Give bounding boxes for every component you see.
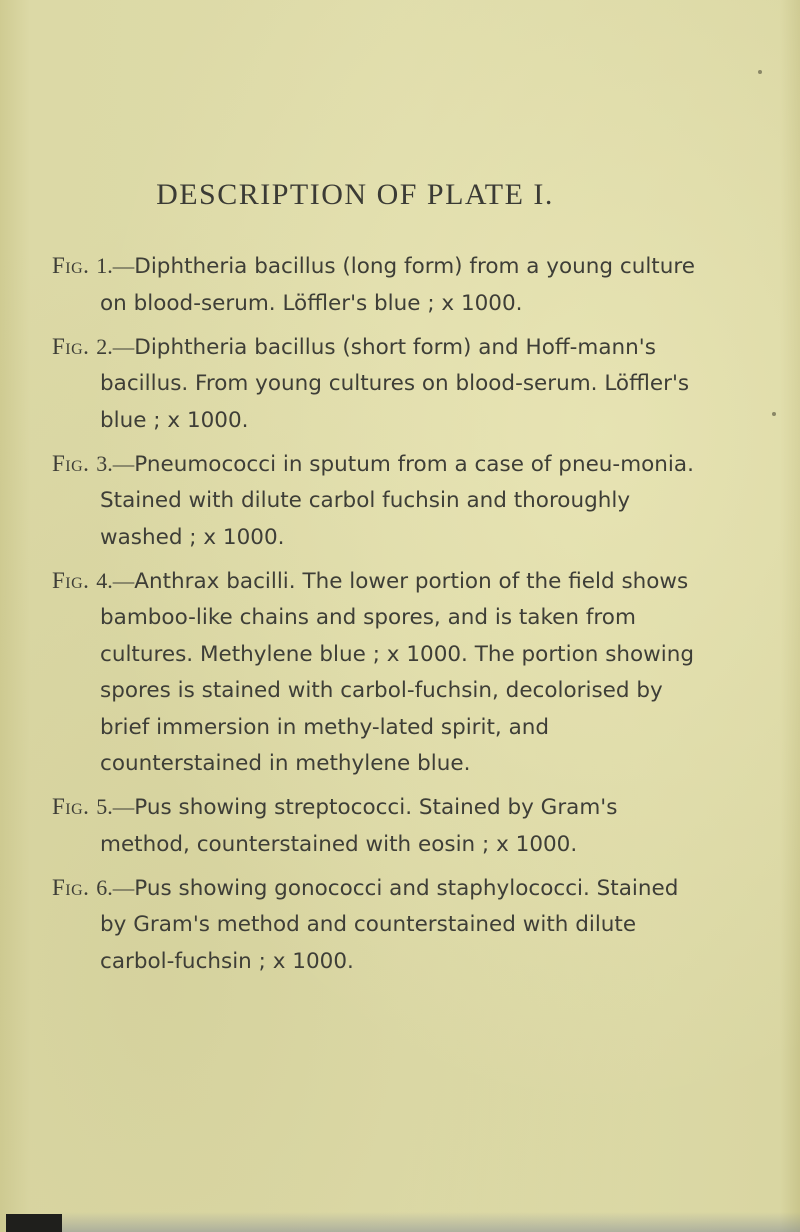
figure-label: Fig.	[52, 567, 90, 593]
figure-label: Fig.	[52, 450, 90, 476]
figure-dash: —	[112, 568, 135, 593]
plate-heading: DESCRIPTION OF PLATE I.	[156, 178, 554, 211]
figure-text: Pus showing gonococci and staphylococci. Stained by Gram's method and counterstained with dilute carbol-fuchsin ; x 1000.	[100, 875, 679, 974]
figure-dash: —	[112, 451, 135, 476]
figure-entry-3	[52, 446, 702, 557]
figure-number: 6.	[96, 874, 113, 900]
figure-dash: —	[112, 795, 135, 819]
figure-label: Fig.	[52, 333, 90, 359]
figure-label: Fig.	[52, 253, 90, 278]
figure-label: Fig.	[52, 874, 90, 900]
figure-number: 3.	[96, 450, 113, 476]
figure-number: 5.	[96, 794, 113, 819]
figure-text: Pus showing streptococci. Stained by Gram's method, counterstained with eosin ; x 1000.	[100, 795, 618, 857]
figure-dash: —	[112, 875, 135, 900]
figure-entry-1	[52, 248, 702, 322]
paper-speck	[758, 70, 762, 74]
figure-number: 2.	[96, 333, 113, 359]
scan-edge-mark	[6, 1214, 62, 1232]
figure-entry-4	[52, 563, 702, 783]
figure-dash: —	[112, 334, 135, 359]
paper-speck	[772, 412, 776, 416]
figure-text: Diphtheria bacillus (long form) from a young culture on blood-serum. Löffler's blue ; x 1000.	[100, 254, 695, 316]
figure-entry-6	[52, 870, 702, 981]
figure-number: 1.	[96, 253, 113, 278]
scan-edge-shadow	[60, 1212, 800, 1232]
figure-descriptions	[52, 248, 702, 987]
figure-text: Pneumococci in sputum from a case of pneu-monia. Stained with dilute carbol fuchsin and thoroughly washed ; x 1000.	[100, 451, 694, 550]
figure-entry-5	[52, 789, 702, 863]
figure-text: Anthrax bacilli. The lower portion of the field shows bamboo-like chains and spores, and is taken from cultures. Methylene blue ; x 1000. The portion showing spores is stained with carbol-fuchsin, decolorised by brief immersion in methy-lated spirit, and counterstained in methylene blue.	[100, 568, 695, 776]
figure-dash: —	[112, 254, 135, 278]
figure-number: 4.	[96, 567, 113, 593]
figure-label: Fig.	[52, 794, 90, 819]
figure-entry-2	[52, 329, 702, 440]
figure-text: Diphtheria bacillus (short form) and Hoff-mann's bacillus. From young cultures on blood-serum. Löffler's blue ; x 1000.	[100, 334, 690, 433]
